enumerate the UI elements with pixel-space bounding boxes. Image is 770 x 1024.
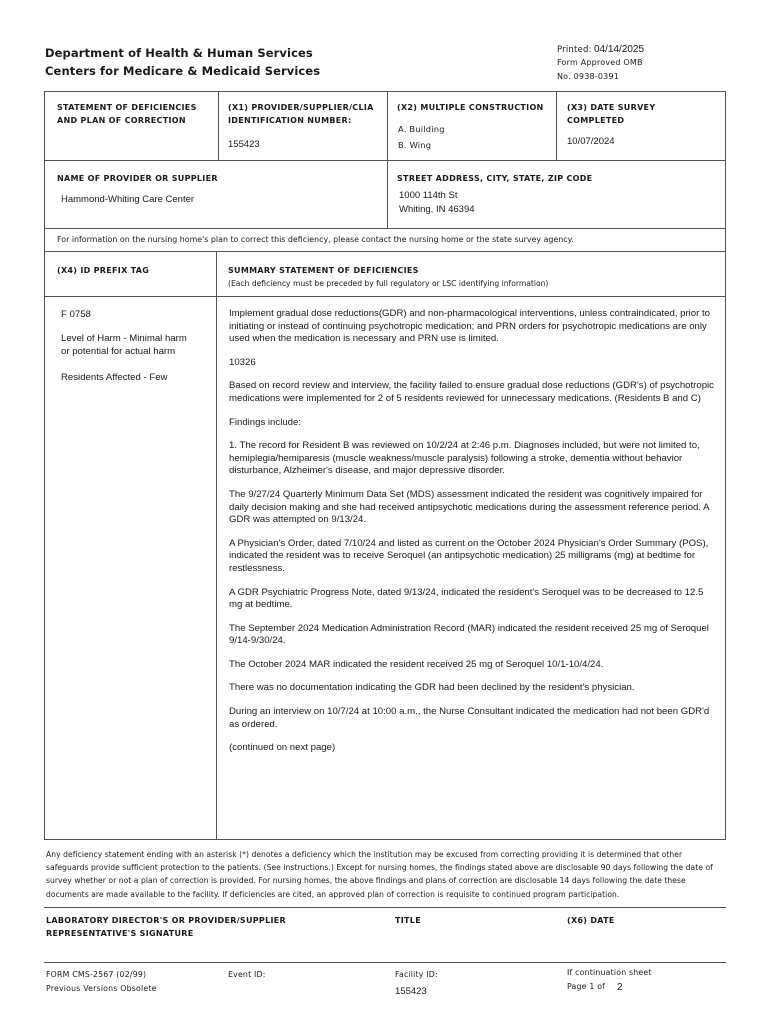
divider [218, 91, 219, 160]
x3-label-line2: COMPLETED [567, 116, 625, 125]
form-bottom-border [44, 839, 726, 840]
provider-name-label: NAME OF PROVIDER OR SUPPLIER [57, 174, 218, 183]
level-of-harm [61, 333, 187, 358]
column-divider [216, 251, 217, 839]
x4-label: (X4) ID PREFIX TAG [57, 266, 150, 275]
previous-versions: Previous Versions Obsolete [46, 984, 157, 993]
deficiency-disclaimer: Any deficiency statement ending with an asterisk (*) denotes a deficiency which the institution may be excused from correcting providing it is determined that other safeguards provide sufficient protection to the patients. (See instructions.) Except for nursing homes, the findings stated above are disclosable 90 days following the date of survey whether or not a plan of correction is provided. For nursing homes, the above findings and plans of correction are disclosable 14 days following the date these documents are made available to the facility. If deficiencies are cited, an approved plan of correction is requisite to continued program participation. [46, 850, 713, 899]
signature-label-line2: REPRESENTATIVE'S SIGNATURE [46, 929, 194, 938]
divider [387, 160, 388, 228]
agency-name: Department of Health & Human Services [45, 46, 313, 60]
x3-label-line1: (X3) DATE SURVEY [567, 103, 656, 112]
divider [44, 228, 725, 229]
x1-label [228, 101, 374, 127]
summary-statement [229, 308, 715, 766]
facility-id-value: 155423 [395, 986, 427, 997]
signature-date-label: (X6) DATE [567, 916, 615, 925]
form-right-border [725, 91, 726, 839]
residents-affected: Residents Affected - Few [61, 372, 168, 383]
agency-subname: Centers for Medicare & Medicaid Services [45, 64, 321, 78]
x1-label-line2: IDENTIFICATION NUMBER: [228, 116, 352, 125]
page-label: Page 1 of [567, 982, 606, 991]
paragraph: Implement gradual dose reductions(GDR) and non-pharmacological interventions, unless contraindicated, prior to initiating or instead of continuing psychotropic medication; and PRN orders for psychotropic medications are only used when the medication is necessary and PRN use is limited. [229, 308, 711, 345]
page-total: 2 [617, 982, 623, 993]
divider [387, 91, 388, 160]
survey-date-value: 10/07/2024 [567, 136, 615, 147]
paragraph: 10326 [229, 356, 256, 368]
form-approved: Form Approved OMB [557, 58, 643, 67]
x3-label [567, 101, 655, 127]
divider [44, 160, 725, 161]
paragraph: 1. The record for Resident B was reviewed on 10/2/24 at 2:46 p.m. Diagnoses included, but were not limited to, hemiplegia/hemiparesis (muscle weakness/muscle paralysis) following a stroke, dementia without behavior disturbance, Alzheimer's disease, and major depressive disorder. [229, 440, 700, 477]
paragraph: The 9/27/24 Quarterly Minimum Data Set (MDS) assessment indicated the resident was cognitively impaired for daily decision making and she had received antipsychotic medications during the assessment reference period. A GDR was attempted on 9/13/24. [229, 488, 709, 526]
printed-label: Printed: [557, 45, 592, 55]
paragraph: The September 2024 Medication Administration Record (MAR) indicated the resident received 25 mg of Seroquel 9/14-9/30/24. [229, 622, 709, 647]
continuation-label: If continuation sheet [567, 968, 652, 977]
signature-label-line1: LABORATORY DIRECTOR'S OR PROVIDER/SUPPLIER [46, 916, 286, 925]
omb-number: No. 0938-0391 [557, 72, 620, 81]
statement-label-line2: AND PLAN OF CORRECTION [57, 116, 186, 125]
divider [44, 907, 726, 908]
form-top-border [44, 91, 725, 92]
level-of-harm-line1: Level of Harm - Minimal harm [61, 333, 187, 344]
facility-id-label: Facility ID: [395, 970, 438, 979]
divider [44, 296, 725, 297]
printed-date: 04/14/2025 [594, 44, 645, 55]
address-line2: Whiting, IN 46394 [399, 204, 475, 215]
provider-id-value: 155423 [228, 139, 260, 150]
paragraph: Findings include: [229, 416, 301, 428]
event-id-label: Event ID: [228, 970, 266, 979]
level-of-harm-line2: or potential for actual harm [61, 345, 176, 357]
paragraph: There was no documentation indicating the GDR had been declined by the resident's physician. [229, 682, 635, 694]
x1-label-line1: (X1) PROVIDER/SUPPLIER/CLIA [228, 103, 374, 112]
provider-name-value: Hammond-Whiting Care Center [61, 194, 195, 205]
paragraph: The October 2024 MAR indicated the resident received 25 mg of Seroquel 10/1-10/4/24. [229, 658, 604, 670]
correction-info-note: For information on the nursing home's plan to correct this deficiency, please contact the nursing home or the state survey agency. [57, 235, 574, 244]
wing-label: B. Wing [398, 140, 432, 150]
paragraph: A GDR Psychiatric Progress Note, dated 9/13/24, indicated the resident's Seroquel was to be decreased to 12.5 mg at bedtime. [229, 586, 704, 611]
summary-sublabel: (Each deficiency must be preceded by full regulatory or LSC identifying information) [228, 279, 549, 288]
statement-label-line1: STATEMENT OF DEFICIENCIES [57, 103, 197, 112]
title-label: TITLE [395, 916, 421, 925]
paragraph: Based on record review and interview, the facility failed to ensure gradual dose reductions (GDR's) of psychotropic medications were implemented for 2 of 5 residents reviewed for unnecessary medications. (Residents B and C) [229, 380, 714, 404]
form-number: FORM CMS-2567 (02/99) [46, 970, 147, 979]
summary-label: SUMMARY STATEMENT OF DEFICIENCIES [228, 266, 419, 275]
divider [44, 962, 726, 963]
deficiency-tag: F 0758 [61, 309, 91, 320]
signature-label [46, 914, 286, 940]
paragraph: A Physician's Order, dated 7/10/24 and listed as current on the October 2024 Physician's Order Summary (POS), indicated the resident was to receive Seroquel (an antipsychotic medication) 25 milligrams (mg) at bedtime for restlessness. [229, 537, 709, 574]
continued-note: (continued on next page) [229, 742, 336, 754]
statement-label [57, 101, 197, 127]
x2-label: (X2) MULTIPLE CONSTRUCTION [397, 103, 544, 112]
form-left-border [44, 91, 45, 839]
address-label: STREET ADDRESS, CITY, STATE, ZIP CODE [397, 174, 593, 183]
building-label: A. Building [398, 124, 445, 134]
address-line1: 1000 114th St [399, 190, 458, 201]
paragraph: During an interview on 10/7/24 at 10:00 a.m., the Nurse Consultant indicated the medication had not been GDR'd as ordered. [229, 706, 710, 730]
divider [556, 91, 557, 160]
divider [44, 251, 725, 252]
